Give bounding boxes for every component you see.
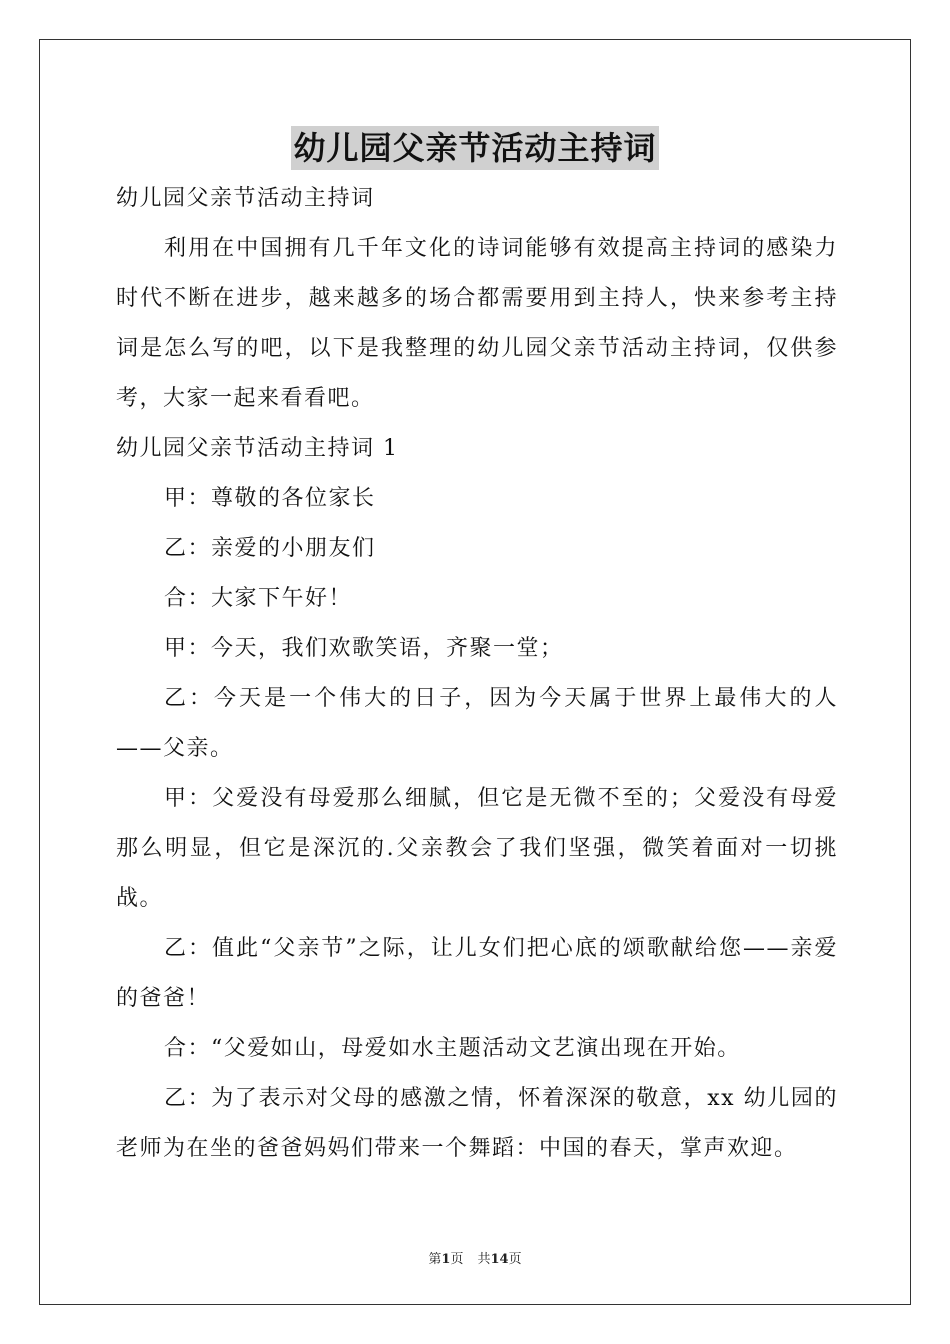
- total-suffix: 页: [508, 1252, 522, 1267]
- paragraph: 乙：为了表示对父母的感激之情，怀着深深的敬意，xx 幼儿园的老师为在坐的爸爸妈妈们带来一个舞蹈：中国的春天，掌声欢迎。: [116, 1086, 838, 1161]
- paragraph: 幼儿园父亲节活动主持词: [116, 186, 375, 211]
- paragraph: 乙：今天是一个伟大的日子，因为今天属于世界上最伟大的人——父亲。: [116, 686, 838, 761]
- paragraph: 合：大家下午好！: [164, 586, 353, 611]
- title-container: [0, 126, 950, 170]
- total-prefix: 共: [477, 1252, 491, 1267]
- page-footer: [0, 1248, 950, 1267]
- paragraph: 乙：亲爱的小朋友们: [164, 536, 376, 561]
- total-pages: 14: [490, 1252, 509, 1267]
- paragraph: 甲：尊敬的各位家长: [164, 486, 376, 511]
- page-suffix: 页: [450, 1252, 464, 1267]
- paragraph: 甲：父爱没有母爱那么细腻，但它是无微不至的；父爱没有母爱那么明显，但它是深沉的.父亲教会了我们坚强，微笑着面对一切挑战。: [116, 786, 838, 911]
- paragraph: 乙：值此“父亲节”之际，让儿女们把心底的颂歌献给您——亲爱的爸爸！: [116, 936, 838, 1011]
- paragraph: 合：“父爱如山，母爱如水主题活动文艺演出现在开始。: [164, 1036, 741, 1061]
- document-title: 幼儿园父亲节活动主持词: [291, 126, 658, 170]
- paragraph: 幼儿园父亲节活动主持词 1: [116, 436, 399, 461]
- paragraph: 甲：今天，我们欢歌笑语，齐聚一堂；: [164, 636, 564, 661]
- page-number: 1: [441, 1252, 451, 1267]
- paragraph: 利用在中国拥有几千年文化的诗词能够有效提高主持词的感染力时代不断在进步，越来越多的场合都需要用到主持人，快来参考主持词是怎么写的吧，以下是我整理的幼儿园父亲节活动主持词，仅供参考，大家一起来看看吧。: [116, 236, 838, 411]
- document-body: [116, 174, 838, 1174]
- page-prefix: 第: [428, 1252, 442, 1267]
